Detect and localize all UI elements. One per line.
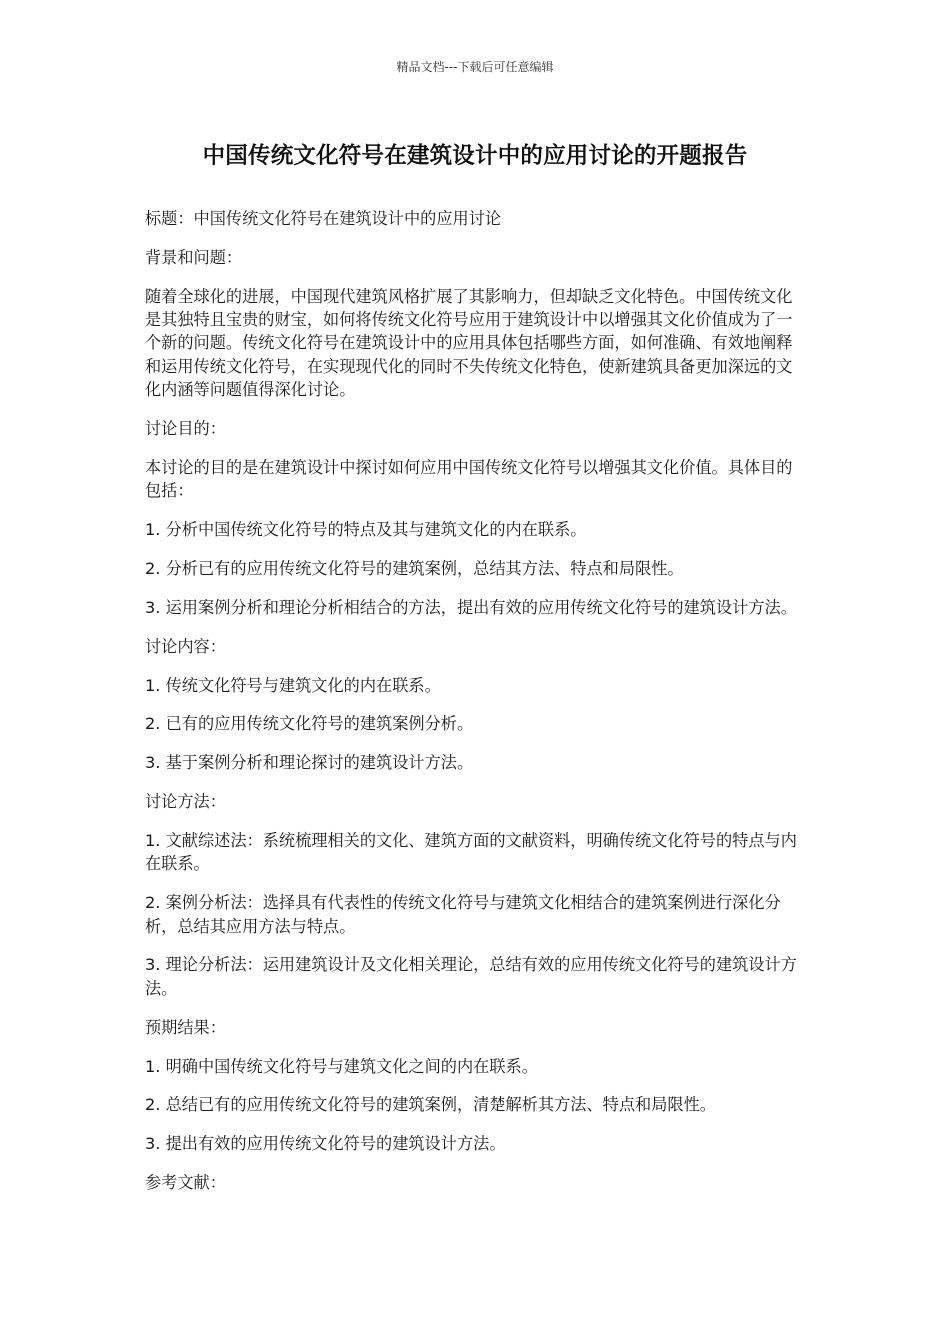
section-heading-background: 背景和问题： [145,247,243,267]
document-title: 中国传统文化符号在建筑设计中的应用讨论的开题报告 [202,143,748,169]
content-item: 2. 已有的应用传统文化符号的建筑案例分析。 [145,714,474,734]
document-body [145,207,805,1210]
section-heading-purpose: 讨论目的： [145,418,226,438]
subject-line: 标题：中国传统文化符号在建筑设计中的应用讨论 [145,209,502,228]
page-header: 精品文档---下载后可任意编辑 [396,60,554,74]
method-item: 2. 案例分析法：选择具有代表性的传统文化符号与建筑文化相结合的建筑案例进行深化分析，总结其应用方法与特点。 [145,893,781,936]
section-heading-references: 参考文献： [145,1173,226,1193]
content-item: 3. 基于案例分析和理论探讨的建筑设计方法。 [145,753,474,773]
purpose-paragraph: 本讨论的目的是在建筑设计中探讨如何应用中国传统文化符号以增强其文化价值。具体目的包括： [145,457,793,501]
result-item: 3. 提出有效的应用传统文化符号的建筑设计方法。 [145,1134,506,1154]
content-item: 1. 传统文化符号与建筑文化的内在联系。 [145,675,441,695]
method-item: 3. 理论分析法：运用建筑设计及文化相关理论，总结有效的应用传统文化符号的建筑设计方法。 [145,955,797,998]
purpose-item: 2. 分析已有的应用传统文化符号的建筑案例，总结其方法、特点和局限性。 [145,558,684,578]
result-item: 1. 明确中国传统文化符号与建筑文化之间的内在联系。 [145,1056,538,1076]
section-heading-methods: 讨论方法： [145,792,226,812]
result-item: 2. 总结已有的应用传统文化符号的建筑案例，清楚解析其方法、特点和局限性。 [145,1095,716,1115]
purpose-item: 3. 运用案例分析和理论分析相结合的方法，提出有效的应用传统文化符号的建筑设计方法。 [145,597,797,617]
purpose-item: 1. 分析中国传统文化符号的特点及其与建筑文化的内在联系。 [145,519,587,539]
section-heading-content: 讨论内容： [145,636,226,656]
section-heading-results: 预期结果： [145,1017,226,1037]
method-item: 1. 文献综述法：系统梳理相关的文化、建筑方面的文献资料，明确传统文化符号的特点与内在联系。 [145,831,797,874]
background-paragraph: 随着全球化的进展，中国现代建筑风格扩展了其影响力，但却缺乏文化特色。中国传统文化是其独特且宝贵的财宝，如何将传统文化符号应用于建筑设计中以增强其文化价值成为了一个新的问题。传统文化符号在建筑设计中的应用具体包括哪些方面，如何准确、有效地阐释和运用传统文化符号，在实现现代化的同时不失传统文化特色，使新建筑具备更加深远的文化内涵等问题值得深化讨论。 [145,286,793,399]
